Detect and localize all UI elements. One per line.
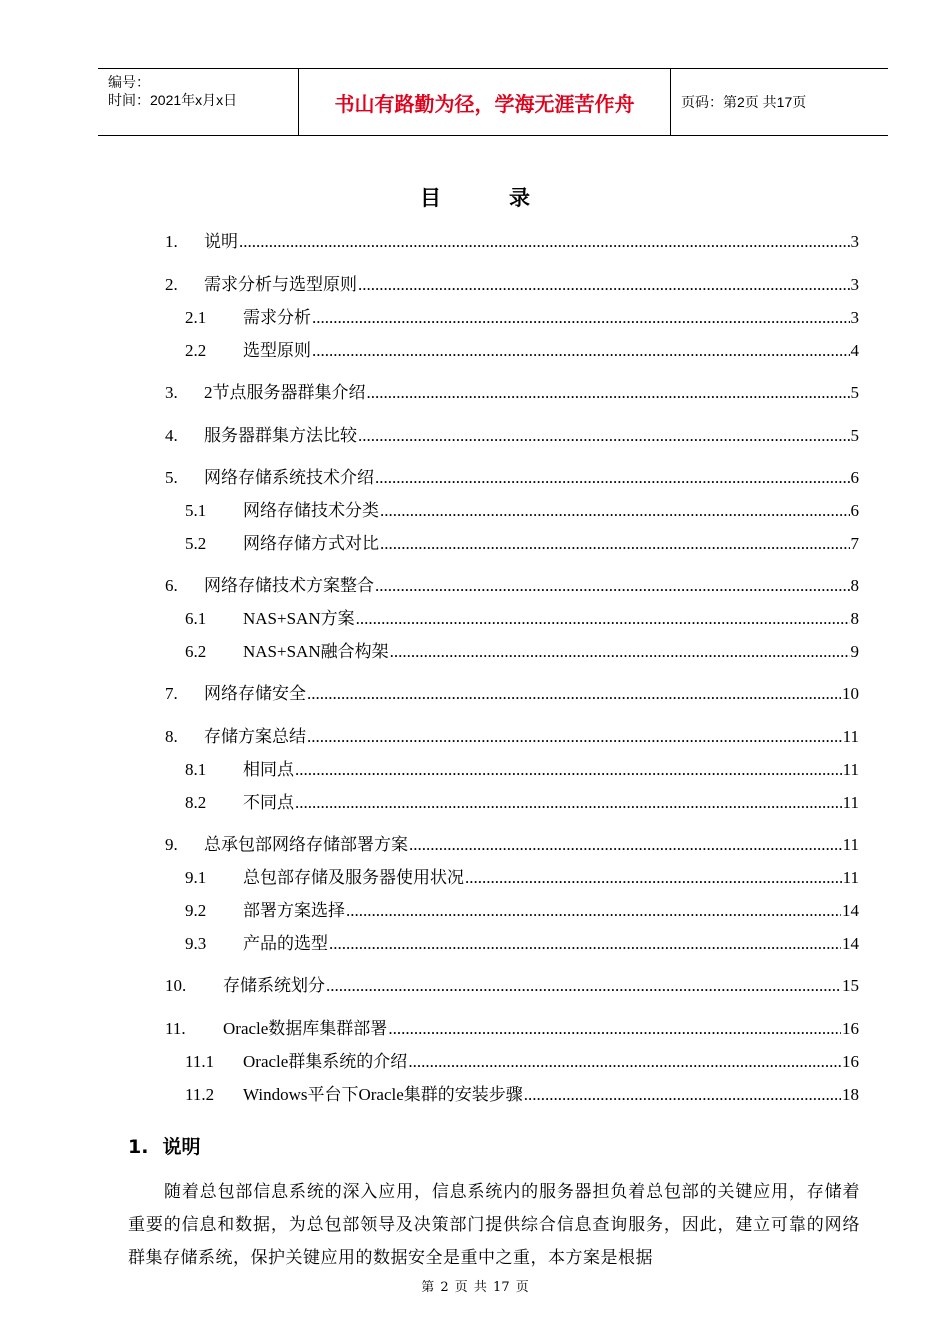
- toc-entry-number: 2.2: [185, 341, 207, 360]
- toc-leader-dots: [375, 467, 850, 489]
- toc-leader-dots: [312, 307, 850, 329]
- toc-entry-number: 7.: [165, 684, 178, 703]
- toc-leader-dots: [346, 900, 841, 922]
- toc-leader-dots: [409, 834, 842, 856]
- toc-entry-number: 8.2: [185, 793, 207, 812]
- toc-entry[interactable]: [165, 973, 859, 997]
- toc-leader-dots: [295, 792, 842, 814]
- toc-leader-dots: [329, 933, 841, 955]
- toc-entry-number: 9.3: [185, 934, 207, 953]
- toc-entry-title: NAS+SAN方案: [243, 609, 355, 628]
- toc-entry-page: 16: [842, 1019, 859, 1038]
- header-meta: [98, 69, 299, 135]
- toc-entry-title: 存储方案总结: [204, 727, 306, 746]
- toc-entry[interactable]: [165, 229, 859, 253]
- toc-leader-dots: [307, 726, 842, 748]
- toc-entry-number: 11.2: [185, 1085, 215, 1104]
- toc-entry-number: 5.1: [185, 501, 207, 520]
- toc-entry[interactable]: [185, 898, 859, 922]
- toc-entry-page: 15: [842, 976, 859, 995]
- toc-entry-page: 4: [850, 341, 859, 360]
- toc-entry[interactable]: [185, 606, 859, 630]
- page-footer: 第 2 页 共 17 页: [421, 1280, 529, 1295]
- time-label: 时间：2021年x月x日: [108, 92, 238, 108]
- toc-entry[interactable]: [165, 380, 859, 404]
- toc-entry-page: 18: [842, 1085, 859, 1104]
- toc-entry-number: 9.2: [185, 901, 207, 920]
- toc-entry-title: 需求分析与选型原则: [204, 275, 357, 294]
- toc-entry-number: 11.1: [185, 1052, 215, 1071]
- toc-leader-dots: [307, 683, 841, 705]
- toc-entry-title: Oracle群集系统的介绍: [243, 1052, 408, 1071]
- toc-entry-page: 14: [842, 901, 859, 920]
- toc-leader-dots: [312, 340, 850, 362]
- page-header: [98, 68, 888, 136]
- toc-entry-title: 总承包部网络存储部署方案: [204, 835, 408, 854]
- toc-entry-page: 11: [842, 760, 859, 779]
- toc-leader-dots: [375, 575, 850, 597]
- toc-entry[interactable]: [165, 465, 859, 489]
- toc-leader-dots: [358, 425, 850, 447]
- toc-entry[interactable]: [185, 865, 859, 889]
- toc-entry-page: 16: [842, 1052, 859, 1071]
- toc-entry[interactable]: [185, 498, 859, 522]
- toc-entry-number: 6.2: [185, 642, 207, 661]
- toc-entry-number: 5.: [165, 468, 178, 487]
- toc-entry[interactable]: [185, 931, 859, 955]
- toc-leader-dots: [295, 759, 842, 781]
- toc-entry-number: 10.: [165, 976, 187, 995]
- toc-leader-dots: [388, 1018, 841, 1040]
- toc-entry-title: 需求分析: [243, 308, 311, 327]
- toc-entry-title: 说明: [204, 232, 238, 251]
- toc-entry-title: 服务器群集方法比较: [204, 426, 357, 445]
- toc-entry-page: 8: [850, 576, 859, 595]
- toc-entry-title: 网络存储系统技术介绍: [204, 468, 374, 487]
- toc-entry-page: 3: [850, 308, 859, 327]
- toc-entry-number: 3.: [165, 383, 178, 402]
- toc-entry-title: NAS+SAN融合构架: [243, 642, 389, 661]
- toc-entry-title: 2节点服务器群集介绍: [204, 383, 366, 402]
- toc-entry-title: 网络存储方式对比: [243, 534, 379, 553]
- toc-entry[interactable]: [165, 272, 859, 296]
- toc-entry[interactable]: [165, 423, 859, 447]
- toc-entry-number: 11.: [165, 1019, 186, 1038]
- toc-entry-page: 14: [842, 934, 859, 953]
- toc-entry-page: 7: [850, 534, 859, 553]
- toc-entry-title: Windows平台下Oracle集群的安装步骤: [243, 1085, 523, 1104]
- toc-entry-page: 6: [850, 501, 859, 520]
- toc-leader-dots: [380, 500, 850, 522]
- body-paragraph: 随着总包部信息系统的深入应用，信息系统内的服务器担负着总包部的关键应用，存储着重要的信息和数据，为总包部领导及决策部门提供综合信息查询服务，因此，建立可靠的网络群集存储系统，保护关键应用的数据安全是重中之重，本方案是根据: [128, 1182, 860, 1268]
- toc-entry-page: 8: [850, 609, 859, 628]
- toc-entry[interactable]: [165, 681, 859, 705]
- toc-entry-number: 9.: [165, 835, 178, 854]
- toc-entry-page: 5: [850, 383, 859, 402]
- toc-entry-page: 5: [850, 426, 859, 445]
- serial-label: 编号：: [108, 74, 150, 90]
- toc-leader-dots: [524, 1084, 841, 1106]
- toc-entry-number: 4.: [165, 426, 178, 445]
- toc-entry-page: 11: [842, 793, 859, 812]
- header-page-info: 页码：第2页 共17页: [681, 94, 807, 110]
- toc-entry-title: 网络存储技术方案整合: [204, 576, 374, 595]
- toc-entry-page: 11: [842, 835, 859, 854]
- toc-entry-page: 10: [842, 684, 859, 703]
- section-title: 说明: [162, 1136, 201, 1158]
- toc-leader-dots: [239, 231, 850, 253]
- toc-entry-number: 6.1: [185, 609, 207, 628]
- toc-entry-number: 8.: [165, 727, 178, 746]
- toc-entry-number: 1.: [165, 232, 178, 251]
- toc-leader-dots: [358, 274, 850, 296]
- toc-entry-number: 2.: [165, 275, 178, 294]
- toc-entry-title: Oracle数据库集群部署: [223, 1019, 388, 1038]
- toc-entry[interactable]: [185, 338, 859, 362]
- toc-entry-number: 8.1: [185, 760, 207, 779]
- toc-entry-number: 9.1: [185, 868, 207, 887]
- section-number: 1.: [128, 1136, 149, 1158]
- toc-leader-dots: [367, 382, 850, 404]
- toc-entry-title: 相同点: [243, 760, 294, 779]
- toc-entry-number: 2.1: [185, 308, 207, 327]
- toc-title: 目录: [420, 186, 598, 210]
- header-motto: 书山有路勤为径，学海无涯苦作舟: [299, 69, 671, 135]
- toc-leader-dots: [356, 608, 850, 630]
- toc-leader-dots: [380, 533, 850, 555]
- toc-entry[interactable]: [165, 724, 859, 748]
- toc-entry[interactable]: [165, 832, 859, 856]
- toc-entry-number: 5.2: [185, 534, 207, 553]
- toc-entry[interactable]: [185, 757, 859, 781]
- toc-entry[interactable]: [165, 573, 859, 597]
- toc-entry[interactable]: [165, 1016, 859, 1040]
- toc-entry-page: 6: [850, 468, 859, 487]
- toc-entry-page: 3: [850, 232, 859, 251]
- toc-entry-title: 不同点: [243, 793, 294, 812]
- toc-entry-title: 部署方案选择: [243, 901, 345, 920]
- toc-entry-title: 网络存储安全: [204, 684, 306, 703]
- toc-leader-dots: [390, 641, 850, 663]
- toc-entry-page: 3: [850, 275, 859, 294]
- toc-entry-number: 6.: [165, 576, 178, 595]
- toc-entry-title: 产品的选型: [243, 934, 328, 953]
- toc-entry-page: 11: [842, 727, 859, 746]
- toc-entry[interactable]: [185, 639, 859, 663]
- toc-entry[interactable]: [185, 305, 859, 329]
- section-heading: [128, 1132, 200, 1159]
- toc-entry-title: 存储系统划分: [223, 976, 325, 995]
- toc-entry-page: 9: [850, 642, 859, 661]
- toc-entry[interactable]: [185, 790, 859, 814]
- toc-entry-title: 总包部存储及服务器使用状况: [243, 868, 464, 887]
- toc-entry-title: 网络存储技术分类: [243, 501, 379, 520]
- toc-entry-page: 11: [842, 868, 859, 887]
- toc-leader-dots: [326, 975, 841, 997]
- toc-entry-title: 选型原则: [243, 341, 311, 360]
- toc-entry[interactable]: [185, 531, 859, 555]
- toc-entry[interactable]: [185, 1049, 859, 1073]
- toc-leader-dots: [465, 867, 842, 889]
- toc-entry[interactable]: [185, 1082, 859, 1106]
- toc-leader-dots: [408, 1051, 841, 1073]
